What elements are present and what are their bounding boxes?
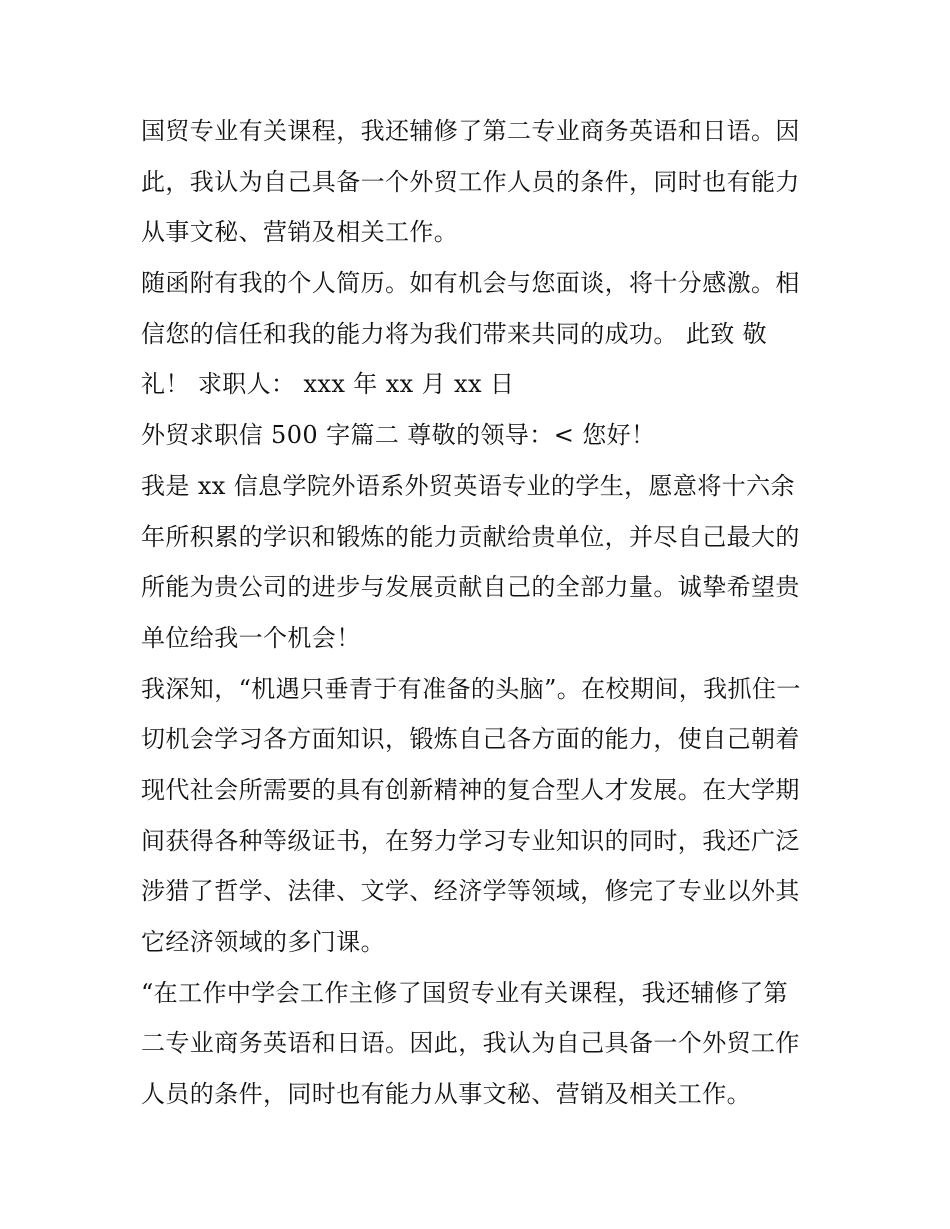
text-line: 国贸专业有关课程，我还辅修了第二专业商务英语和日语。因 — [141, 117, 800, 145]
text-line: 随函附有我的个人简历。如有机会与您面谈，将十分感激。相 — [141, 269, 800, 298]
text-line: 信您的信任和我的能力将为我们带来共同的成功。 此致 敬 — [141, 319, 768, 348]
text-line: 间获得各种等级证书，在努力学习专业知识的同时，我还广泛 — [141, 826, 800, 855]
text-line: 切机会学习各方面知识，锻炼自己各方面的能力，使自己朝着 — [141, 725, 800, 754]
text-line: 单位给我一个机会！ — [141, 623, 361, 652]
text-line: 礼！ 求职人： xxx 年 xx 月 xx 日 — [141, 370, 515, 399]
document-body — [141, 106, 821, 1120]
text-line: 涉猎了哲学、法律、文学、经济学等领域，修完了专业以外其 — [141, 877, 800, 906]
text-line: 从事文秘、营销及相关工作。 — [141, 218, 459, 247]
text-line: 此，我认为自己具备一个外贸工作人员的条件，同时也有能力 — [141, 167, 800, 196]
text-line: “在工作中学会工作主修了国贸专业有关课程，我还辅修了第 — [141, 978, 789, 1007]
text-line: 二专业商务英语和日语。因此，我认为自己具备一个外贸工作 — [141, 1029, 800, 1058]
text-line: 我是 xx 信息学院外语系外贸英语专业的学生，愿意将十六余 — [141, 471, 795, 500]
text-line: 我深知，“机遇只垂青于有准备的头脑”。在校期间，我抓住一 — [141, 674, 801, 703]
text-line: 它经济领域的多门课。 — [141, 928, 385, 956]
text-line: 现代社会所需要的具有创新精神的复合型人才发展。在大学期 — [141, 775, 800, 804]
text-line: 人员的条件，同时也有能力从事文秘、营销及相关工作。 — [141, 1080, 751, 1109]
text-line: 所能为贵公司的进步与发展贡献自己的全部力量。诚挚希望贵 — [141, 573, 800, 602]
text-line: 年所积累的学识和锻炼的能力贡献给贵单位，并尽自己最大的 — [141, 522, 800, 551]
text-line: 外贸求职信 500 字篇二 尊敬的领导：< 您好！ — [141, 421, 656, 450]
